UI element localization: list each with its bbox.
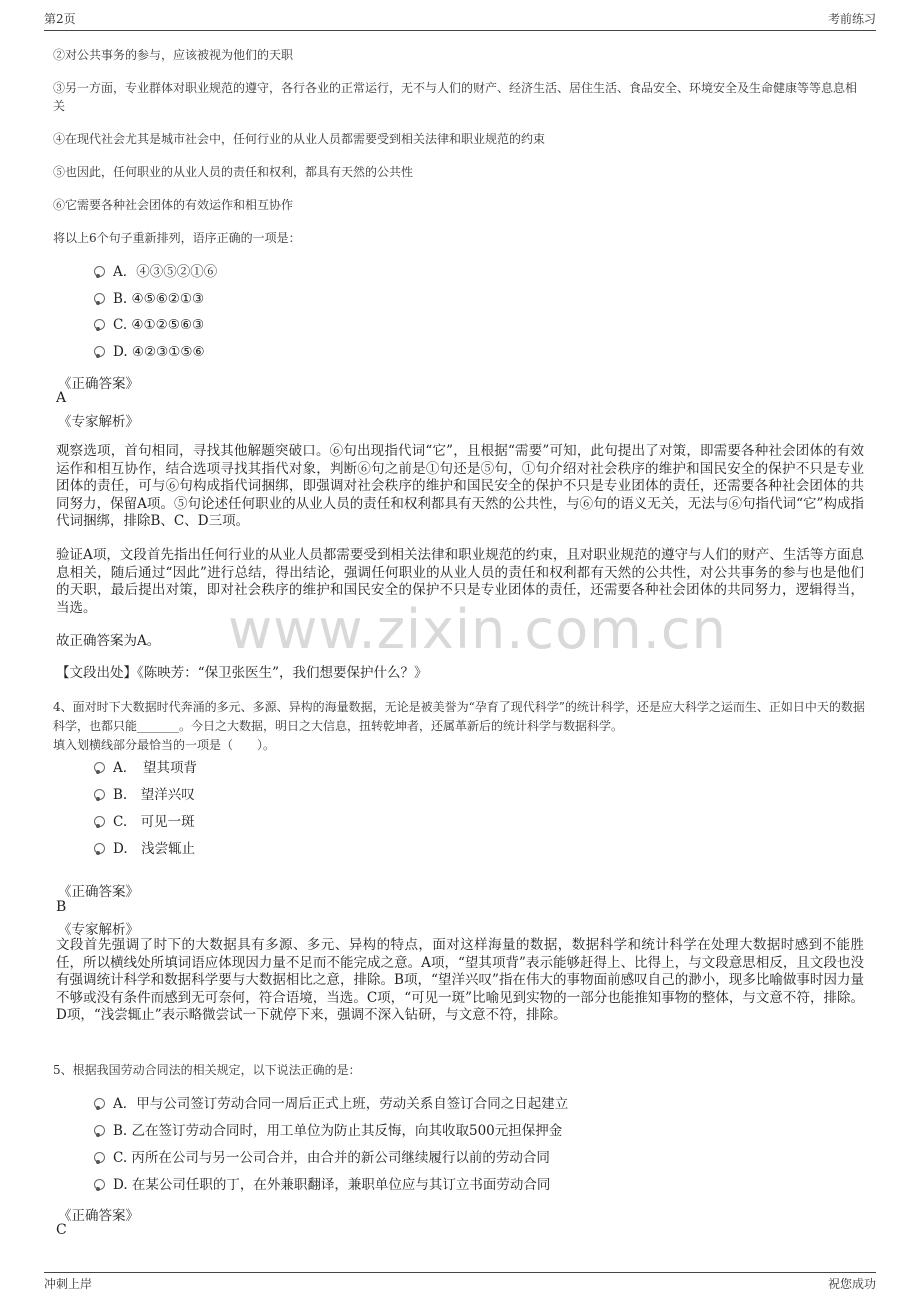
option-b[interactable]: B. 乙在签订劳动合同时，用工单位为防止其反悔，向其收取500元担保押金 <box>94 1121 562 1141</box>
analysis-paragraph: 验证A项，文段首先指出任何行业的从业人员都需要受到相关法律和职业规范的约束，且对职业规范的遵守与人们的财产、生活等方面息息相关，随后通过“因此”进行总结，得出结论，强调任何职业的从业人员的责任和权利都有天然的公共性，对公共事务的参与也是他们的天职，最后提出对策，即对社会秩序的维护和国民安全的保护不只是专业团体的责任，还需要各种社会团体的共同努力，逻辑得当，当选。 <box>56 547 864 616</box>
answer-value: C <box>56 1222 67 1238</box>
option-a[interactable]: A． 望其项背 <box>94 758 197 778</box>
analysis-conclusion: 故正确答案为A。 <box>56 633 161 649</box>
page-header <box>44 10 876 31</box>
option-c[interactable]: C. 可见一斑 <box>94 812 195 832</box>
sentence-6: ⑥它需要各种社会团体的有效运作和相互协作 <box>53 198 294 212</box>
option-a[interactable]: A．④③⑤②①⑥ <box>94 262 217 282</box>
radio-icon[interactable] <box>94 293 105 304</box>
option-c[interactable]: C. ④①②⑤⑥③ <box>94 315 204 335</box>
question-stem: 4、面对时下大数据时代奔涌的多元、多源、异构的海量数据，无论是被美誉为“孕育了现代科学”的统计科学，还是应大科学之运而生、正如日中天的数据科学，也都只能_______。今日之大数据，明日之大信息，扭转乾坤者，还属革新后的统计科学与数据科学。 <box>53 700 865 733</box>
question-prompt: 填入划横线部分最恰当的一项是（ ）。 <box>53 738 276 752</box>
sentence-2: ②对公共事务的参与，应该被视为他们的天职 <box>53 48 294 62</box>
watermark: www.zixin.com.cn <box>228 598 727 661</box>
radio-icon[interactable] <box>94 843 105 854</box>
answer-label: 《正确答案》 <box>58 884 139 900</box>
sentence-4: ④在现代社会尤其是城市社会中，任何行业的从业人员都需要受到相关法律和职业规范的约束 <box>53 132 546 146</box>
header-title: 考前练习 <box>827 12 876 26</box>
analysis-paragraph: 文段首先强调了时下的大数据具有多源、多元、异构的特点，面对这样海量的数据，数据科学和统计科学在处理大数据时感到不能胜任，所以横线处所填词语应体现因力量不足而不能完成之意。A项，“望其项背”表示能够赶得上、比得上，与文段意思相反，且文段也没有强调统计科学和数据科学要与大数据相比之意，排除。B项，“望洋兴叹”指在伟大的事物面前感叹自己的渺小，现多比喻做事时因力量不够或没有条件而感到无可奈何，符合语境，当选。C项，“可见一斑”比喻见到实物的一部分也能推知事物的整体，与文意不符，排除。D项，“浅尝辄止”表示略微尝试一下就停下来，强调不深入钻研，与文意不符，排除。 <box>56 937 864 1023</box>
radio-icon[interactable] <box>94 1152 105 1163</box>
answer-value: B <box>56 899 67 915</box>
radio-icon[interactable] <box>94 1125 105 1136</box>
answer-value: A <box>56 390 67 406</box>
radio-icon[interactable] <box>94 789 105 800</box>
answer-label: 《正确答案》 <box>58 376 139 392</box>
analysis-paragraph: 观察选项，首句相同，寻找其他解题突破口。⑥句出现指代词“它”，且根据“需要”可知，此句提出了对策，即需要各种社会团体的有效运作和相互协作，结合选项寻找其指代对象，判断⑥句之前是①句还是⑤句，①句介绍对社会秩序的维护和国民安全的保护不只是专业团体的责任，可与⑥句构成指代词捆绑，即强调对社会秩序的维护和国民安全的保护不只是专业团体的责任，还需要各种社会团体的共同努力，保留A项。⑤句论述任何职业的从业人员的责任和权利都具有天然的公共性，与⑥句的语义无关，无法与⑥句指代词“它”构成指代词捆绑，排除B、C、D三项。 <box>56 443 864 529</box>
option-a[interactable]: A．甲与公司签订劳动合同一周后正式上班，劳动关系自签订合同之日起建立 <box>94 1094 568 1114</box>
radio-icon[interactable] <box>94 1179 105 1190</box>
analysis-label: 《专家解析》 <box>58 922 139 938</box>
analysis-label: 《专家解析》 <box>58 414 139 430</box>
option-c[interactable]: C. 丙所在公司与另一公司合并，由合并的新公司继续履行以前的劳动合同 <box>94 1148 550 1168</box>
radio-icon[interactable] <box>94 762 105 773</box>
page-number: 第2页 <box>44 12 76 26</box>
radio-icon[interactable] <box>94 319 105 330</box>
radio-icon[interactable] <box>94 266 105 277</box>
source-citation: 【文段出处】《陈映芳：“保卫张医生”，我们想要保护什么？》 <box>56 665 428 681</box>
radio-icon[interactable] <box>94 1098 105 1109</box>
option-d[interactable]: D. ④②③①⑤⑥ <box>94 342 205 362</box>
page-footer <box>44 1272 876 1295</box>
option-b[interactable]: B. 望洋兴叹 <box>94 785 195 805</box>
option-b[interactable]: B. ④⑤⑥②①③ <box>94 289 204 309</box>
option-d[interactable]: D. 浅尝辄止 <box>94 839 195 859</box>
footer-right-text: 祝您成功 <box>827 1277 876 1291</box>
footer-left-text: 冲刺上岸 <box>44 1277 93 1291</box>
question-stem: 5、根据我国劳动合同法的相关规定，以下说法正确的是： <box>53 1063 361 1077</box>
answer-label: 《正确答案》 <box>58 1208 139 1224</box>
radio-icon[interactable] <box>94 346 105 357</box>
sentence-5: ⑤也因此，任何职业的从业人员的责任和权利，都具有天然的公共性 <box>53 165 414 179</box>
radio-icon[interactable] <box>94 816 105 827</box>
question-prompt: 将以上6个句子重新排列，语序正确的一项是： <box>53 231 301 245</box>
sentence-3: ③另一方面，专业群体对职业规范的遵守，各行各业的正常运行，无不与人们的财产、经济生活、居住生活、食品安全、环境安全及生命健康等等息息相关 <box>53 81 858 113</box>
option-d[interactable]: D. 在某公司任职的丁，在外兼职翻译，兼职单位应与其订立书面劳动合同 <box>94 1175 550 1195</box>
